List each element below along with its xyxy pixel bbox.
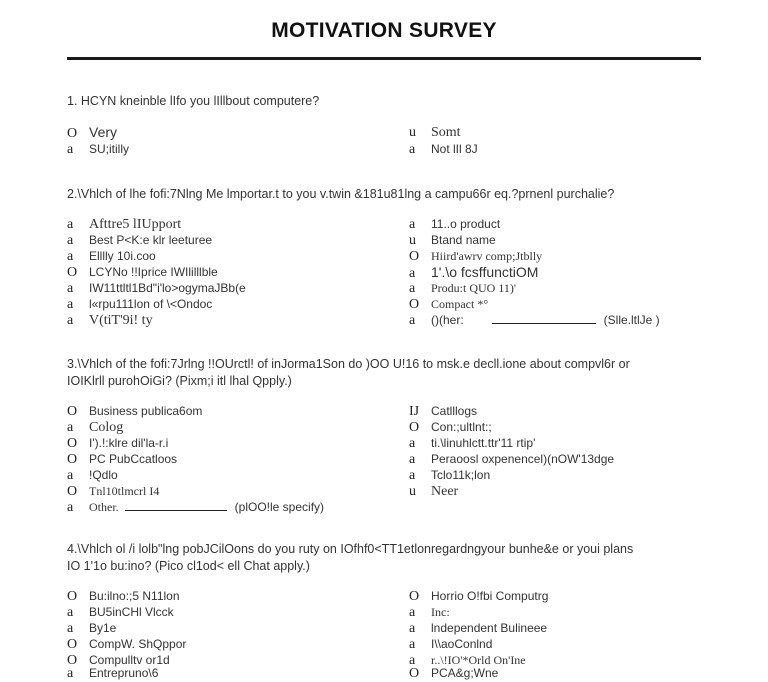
survey-title: MOTIVATION SURVEY (271, 19, 497, 42)
checkbox-marker: O (67, 436, 78, 451)
q2-option-left-6[interactable]: a l«rpu111lon of \<Ondoc (67, 297, 213, 312)
q1-option-left-1[interactable]: O Very (67, 124, 118, 141)
q3-option-left-4[interactable]: O PC PubCcatloos (67, 452, 178, 467)
q3-option-right-2[interactable]: O Con:;ultlnt:; (409, 420, 492, 435)
question-1-line-1: 1. HCYN kneinble lIfo you lIllbout computere? (67, 94, 320, 108)
checkbox-marker: a (409, 621, 416, 636)
q3-option-right-4[interactable]: a Peraoosl oxpenencel)(nOW'13dge (409, 452, 615, 467)
q2-option-right-6[interactable]: O Compact *° (409, 297, 489, 312)
q3-option-left-6[interactable]: O Tnl10tlmcrl I4 (67, 484, 160, 499)
checkbox-marker: a (409, 653, 416, 668)
checkbox-marker: a (67, 313, 74, 328)
checkbox-marker: a (409, 281, 416, 296)
question-3-text (67, 356, 630, 390)
checkbox-marker: a (409, 217, 416, 232)
q3-option-left-5[interactable]: a !Qdlo (67, 468, 118, 483)
checkbox-marker: O (409, 297, 420, 312)
other-specify-field[interactable] (492, 313, 596, 324)
q3-option-left-2[interactable]: a Colog (67, 420, 124, 435)
q1-option-left-2[interactable]: a SU;itilly (67, 142, 130, 157)
q2-option-right-7[interactable]: a ()(her: (Slle.ltlJe ) (409, 313, 660, 328)
checkbox-marker: O (67, 265, 78, 280)
checkbox-marker: a (67, 217, 74, 232)
q4-option-right-4[interactable]: a I\\aoConlnd (409, 637, 493, 652)
checkbox-marker: IJ (409, 404, 420, 419)
checkbox-marker: a (409, 468, 416, 483)
checkbox-marker: a (67, 666, 74, 681)
checkbox-marker: O (67, 404, 78, 419)
checkbox-marker: a (67, 605, 74, 620)
checkbox-marker: a (67, 281, 74, 296)
checkbox-marker: a (409, 266, 416, 281)
question-3-line-2: IOIKlrll purohOiGi? (Pixm;i itl lhal Qpply.) (67, 374, 292, 388)
checkbox-marker: O (409, 666, 420, 681)
q4-option-left-1[interactable]: O Bu:ilno:;5 N11lon (67, 589, 180, 604)
checkbox-marker: a (409, 452, 416, 467)
checkbox-marker: u (409, 233, 416, 248)
q2-option-right-4[interactable]: a 1'.\o fcsffunctiOM (409, 264, 539, 281)
checkbox-marker: a (409, 605, 416, 620)
checkbox-marker: a (67, 420, 74, 435)
q3-option-left-1[interactable]: O Business publica6om (67, 404, 203, 419)
q3-option-right-3[interactable]: a ti.\linuhlctt.ttr'11 rtip' (409, 436, 536, 451)
q2-option-left-5[interactable]: a IW11ttltl1Bd"i'lo>ogymaJBb(e (67, 281, 246, 296)
checkbox-marker: a (67, 468, 74, 483)
q4-option-left-4[interactable]: O CompW. ShQppor (67, 637, 187, 652)
checkbox-marker: a (67, 142, 74, 157)
q4-option-left-5[interactable]: O Compulltv or1d (67, 653, 170, 668)
q2-option-left-7[interactable]: a V(tiT'9i! ty (67, 313, 153, 328)
checkbox-marker: u (409, 484, 416, 499)
q4-option-right-2[interactable]: a Inc: (409, 605, 450, 620)
q4-option-left-3[interactable]: a By1e (67, 621, 117, 636)
q3-option-right-1[interactable]: IJ Catlllogs (409, 404, 478, 419)
checkbox-marker: a (67, 233, 74, 248)
question-4-line-2: IO 1'1o bu:ino? (Pico cl1od< ell Chat apply.) (67, 559, 310, 573)
q3-option-left-7[interactable]: a Other. (plOO!le specify) (67, 500, 325, 515)
checkbox-marker: a (67, 249, 74, 264)
checkbox-marker: O (409, 589, 420, 604)
checkbox-marker: O (67, 637, 78, 652)
checkbox-marker: a (409, 142, 416, 157)
checkbox-marker: O (67, 484, 78, 499)
q2-option-left-1[interactable]: a Afttre5 lIUpport (67, 217, 182, 232)
q4-option-left-6[interactable]: a Entrepruno\6 (67, 666, 159, 681)
checkbox-marker: a (409, 637, 416, 652)
checkbox-marker: u (409, 125, 416, 140)
title-divider (67, 57, 701, 60)
q3-option-right-5[interactable]: a Tclo11k;lon (409, 468, 491, 483)
question-2-text (67, 186, 614, 203)
q3-option-right-6[interactable]: u Neer (409, 484, 459, 499)
other-specify-field[interactable] (125, 500, 227, 511)
q1-option-right-2[interactable]: a Not lIl 8J (409, 142, 478, 157)
checkbox-marker: a (67, 500, 74, 515)
question-1-text (67, 93, 319, 110)
checkbox-marker: O (67, 452, 78, 467)
q2-option-left-4[interactable]: O LCYNo !!Iprice IWIlilllble (67, 265, 218, 280)
checkbox-marker: O (67, 589, 78, 604)
q2-option-left-3[interactable]: a Elllly 10i.coo (67, 249, 156, 264)
q2-option-right-1[interactable]: a 11..o product (409, 217, 501, 232)
checkbox-marker: O (67, 653, 78, 668)
q2-option-right-3[interactable]: O Hiird'awrv comp;Jtblly (409, 249, 543, 264)
q2-option-right-5[interactable]: a Produ:t QUO 11)' (409, 281, 517, 296)
checkbox-marker: O (409, 249, 420, 264)
checkbox-marker: a (67, 297, 74, 312)
checkbox-marker: O (67, 126, 78, 141)
q4-option-right-6[interactable]: O PCA&g;Wne (409, 666, 499, 681)
checkbox-marker: O (409, 420, 420, 435)
question-4-line-1: 4.\Vhlch ol /i lolb"lng pobJCilOons do you ruty on IOfhf0<TT1etlonregardngyour bunhe&e or youi plans (67, 542, 634, 556)
question-4-text (67, 541, 633, 575)
q4-option-right-3[interactable]: a lndependent Bulineee (409, 621, 548, 636)
checkbox-marker: a (409, 436, 416, 451)
q2-option-right-2[interactable]: u Btand name (409, 233, 496, 248)
q2-option-left-2[interactable]: a Best P<K:e klr leeturee (67, 233, 213, 248)
question-2-line-1: 2.\Vhlch of lhe fofi:7Nlng Me lmportar.t to you v.twin &181u81lng a campu66r eq.?prnenl purchalie? (67, 187, 615, 201)
checkbox-marker: a (409, 313, 416, 328)
question-3-line-1: 3.\Vhlch of the fofi:7Jrlng !!OUrctl! of inJorma1Son do )OO U!16 to msk.e decll.ione about compvl6r or (67, 357, 630, 371)
q1-option-right-1[interactable]: u Somt (409, 125, 461, 140)
q4-option-right-1[interactable]: O Horrio O!fbi Computrg (409, 589, 549, 604)
checkbox-marker: a (67, 621, 74, 636)
q3-option-left-3[interactable]: O I').!:klre dil'la-r.i (67, 436, 169, 451)
q4-option-right-5[interactable]: a r..\!IO'*Orld On'Ine (409, 653, 526, 668)
q4-option-left-2[interactable]: a BU5inCHl Vlcck (67, 605, 174, 620)
